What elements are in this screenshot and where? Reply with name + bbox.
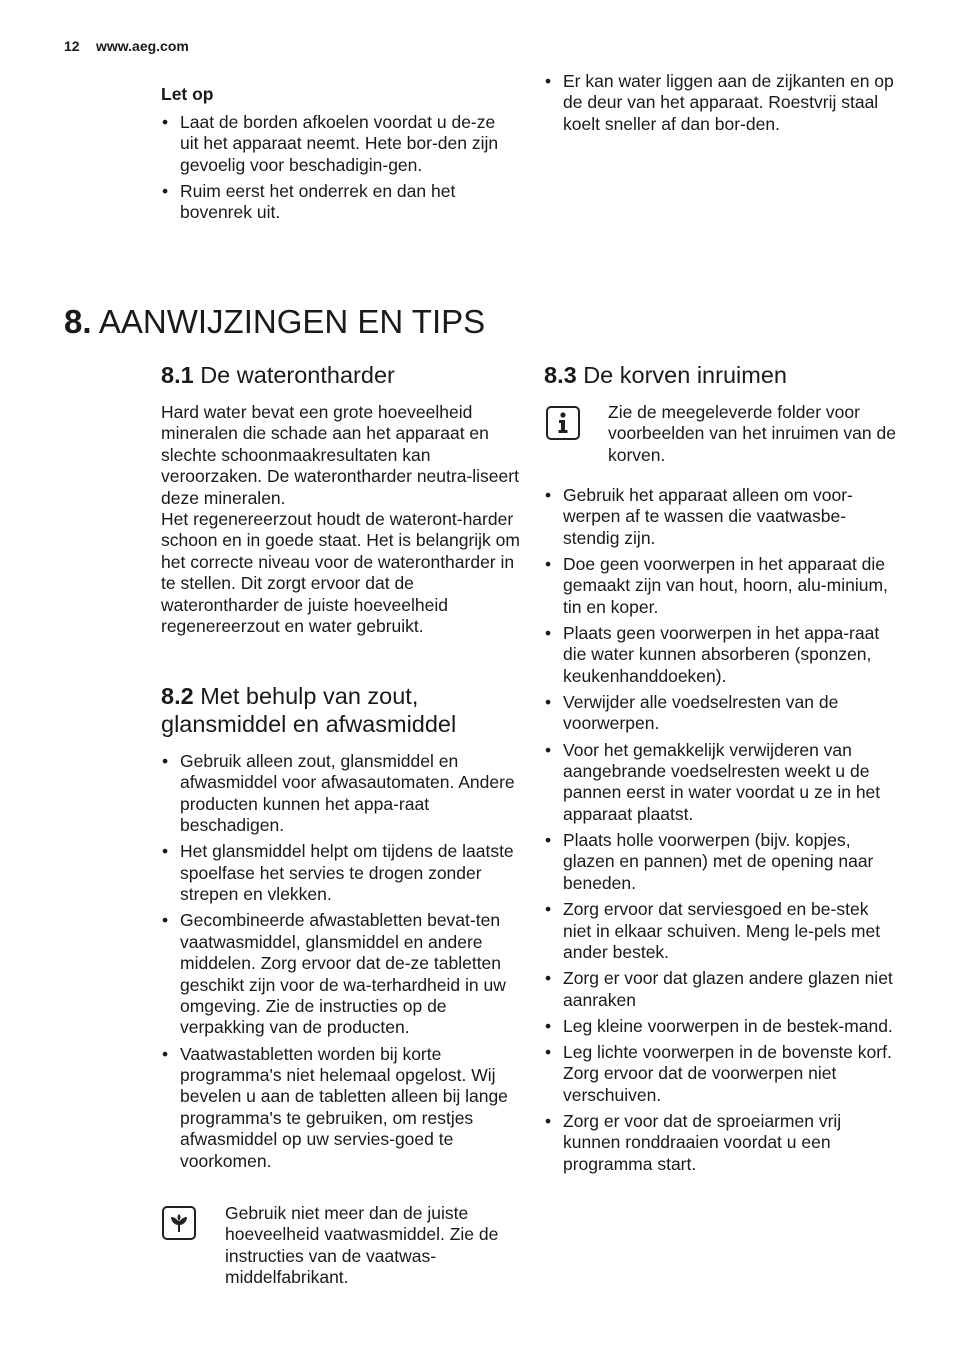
list-item: • Zorg ervoor dat serviesgoed en be-stek niet in elkaar schuiven. Meng le-pels met ander bestek.	[544, 899, 896, 963]
list-item: • Leg lichte voorwerpen in de bovenste korf. Zorg ervoor dat de voorwerpen niet verschuiven.	[544, 1042, 896, 1106]
list-item: • Doe geen voorwerpen in het apparaat die gemaakt zijn van hout, hoorn, alu-minium, tin en koper.	[544, 554, 896, 618]
section-number: 8.2	[161, 683, 194, 709]
list-item: • Vaatwastabletten worden bij korte programma's niet helemaal opgelost. Wij bevelen u aan de tabletten alleen bij lange programma's te gebruiken, om restjes afwasmiddel op uw servies-goed te voorkomen.	[161, 1044, 517, 1172]
list-item: • Voor het gemakkelijk verwijderen van aangebrande voedselresten weekt u de pannen eerst in water voordat u ze in het apparaat plaatst.	[544, 740, 896, 826]
info-icon	[546, 406, 580, 440]
chapter-heading	[64, 300, 485, 344]
section-8-1-heading	[161, 361, 395, 389]
section-8-2-list	[161, 751, 517, 1177]
top-right-list	[544, 71, 898, 140]
list-item: • Het glansmiddel helpt om tijdens de laatste spoelfase het servies te drogen zonder strepen en vlekken.	[161, 841, 517, 905]
section-title: De korven inruimen	[583, 362, 787, 388]
let-op-title: Let op	[161, 84, 214, 104]
list-item: • Er kan water liggen aan de zijkanten en op de deur van het apparaat. Roestvrij staal koelt sneller af dan bor-den.	[544, 71, 898, 135]
list-item: • Laat de borden afkoelen voordat u de-ze uit het apparaat neemt. Hete bor-den zijn gevoelig voor beschadigin-gen.	[161, 112, 517, 176]
section-number: 8.1	[161, 362, 194, 388]
section-number: 8.3	[544, 362, 577, 388]
list-item: • Verwijder alle voedselresten van de voorwerpen.	[544, 692, 896, 735]
eco-note: Gebruik niet meer dan de juiste hoeveelheid vaatwasmiddel. Zie de instructies van de vaatwas-middelfabrikant.	[225, 1203, 499, 1288]
list-item: • Gebruik het apparaat alleen om voor-werpen af te wassen die vaatwasbe-stendig zijn.	[544, 485, 896, 549]
let-op-list	[161, 112, 517, 229]
section-8-2-heading	[161, 682, 521, 738]
page-number: 12	[64, 38, 80, 54]
list-item: • Zorg er voor dat de sproeiarmen vrij kunnen ronddraaien voordat u een programma start.	[544, 1111, 896, 1175]
chapter-number: 8.	[64, 303, 92, 340]
eco-leaf-icon	[162, 1206, 196, 1240]
info-note: Zie de meegeleverde folder voor voorbeelden van het inruimen van de korven.	[608, 402, 896, 465]
list-item: • Ruim eerst het onderrek en dan het bovenrek uit.	[161, 181, 517, 224]
list-item: • Leg kleine voorwerpen in de bestek-mand.	[544, 1016, 896, 1037]
list-item: • Gebruik alleen zout, glansmiddel en afwasmiddel voor afwasautomaten. Andere producten kunnen het appa-raat beschadigen.	[161, 751, 517, 837]
list-item: • Zorg er voor dat glazen andere glazen niet aanraken	[544, 968, 896, 1011]
list-item: • Gecombineerde afwastabletten bevat-ten vaatwasmiddel, glansmiddel en andere middelen. Zorg ervoor dat de-ze tabletten geschikt zijn voor de wa-terhardheid in uw omgeving. Zie de instructies op de verpakking van de producten.	[161, 910, 517, 1038]
section-title: Met behulp van zout, glansmiddel en afwasmiddel	[161, 683, 457, 737]
section-8-3-list	[544, 485, 896, 1180]
section-8-3-heading	[544, 361, 787, 389]
section-title: De waterontharder	[200, 362, 395, 388]
chapter-title: AANWIJZINGEN EN TIPS	[98, 303, 486, 340]
section-8-1-paragraph: Hard water bevat een grote hoeveelheid mineralen die schade aan het apparaat en slechte schoonmaakresultaten kan veroorzaken. De waterontharder neutra-liseert deze mineralen. Het regenereerzout houdt de wateront-harder schoon en in goede staat. Het is belangrijk om het correcte niveau voor de waterontharder in te stellen. Dit zorgt ervoor dat de waterontharder de juiste hoeveelheid regenereerzout en water gebruikt.	[161, 402, 520, 637]
header-url: www.aeg.com	[96, 38, 189, 54]
list-item: • Plaats holle voorwerpen (bijv. kopjes, glazen en pannen) met de opening naar beneden.	[544, 830, 896, 894]
list-item: • Plaats geen voorwerpen in het appa-raat die water kunnen absorberen (sponzen, keukenhanddoeken).	[544, 623, 896, 687]
